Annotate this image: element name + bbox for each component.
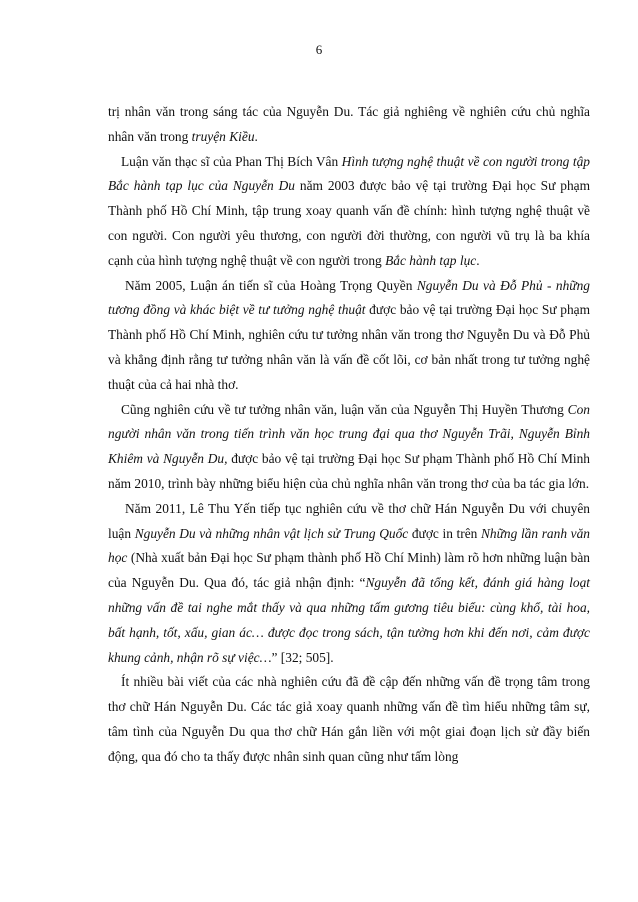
body-text: Năm 2005, Luận án tiến sĩ của Hoàng Trọng Quyền [125,277,417,293]
body-text: Năm 2011, Lê Thu Yến tiếp tục nghiên cứu về thơ chữ Hán Nguyễn Du với chuyên luận [108,500,590,541]
italic-title-text: Hình tượng nghệ thuật về con người trong tập Bắc hành tạp lục của Nguyễn Du [108,153,590,194]
body-text: được bảo vệ tại trường Đại học Sư phạm Thành phố Hồ Chí Minh, nghiên cứu tư tưởng nhân văn trong thơ Nguyễn Du và Đỗ Phủ và khẳng định rằng tư tưởng nhân văn là vấn đề cốt lõi, cơ bản nhất trong tư tưởng nghệ thuật của cả hai nhà thơ. [108,302,590,392]
paragraph [108,398,590,497]
page-number: 6 [315,42,323,57]
paragraph [108,670,590,769]
italic-title-text: truyện Kiều [191,128,255,144]
body-text: . [476,252,480,268]
body-text: Ít nhiều bài viết của các nhà nghiên cứu đã đề cập đến những vấn đề trọng tâm trong thơ chữ Hán Nguyễn Du. Các tác giả xoay quanh những vấn đề tìm hiểu những tâm sự, tâm tình của Nguyễn Du qua thơ chữ Hán gắn liền với một giai đoạn lịch sử đầy biến động, qua đó cho ta thấy được nhân sinh quan cũng như tấm lòng [108,674,590,764]
body-text: năm 2003 được bảo vệ tại trường Đại học Sư phạm Thành phố Hồ Chí Minh, tập trung xoay quanh vấn đề chính: hình tượng nghệ thuật về con người. Con người yêu thương, con người đời thường, con người vũ trụ là ba khía cạnh của hình tượng nghệ thuật về con người trong [108,178,590,268]
italic-title-text: Nguyễn Du và Đỗ Phủ - những tương đồng và khác biệt về tư tưởng nghệ thuật [108,277,590,318]
italic-title-text: Con người nhân văn trong tiến trình văn học trung đại qua thơ Nguyễn Trãi, Nguyễn Bỉnh Khiêm và Nguyễn Du, [108,401,590,467]
italic-title-text: Những lần ranh văn học [108,525,590,566]
body-text: . [254,128,258,144]
body-text: Cũng nghiên cứu về tư tưởng nhân văn, luận văn của Nguyễn Thị Huyền Thương [121,401,568,417]
italic-title-text: Nguyễn đã tổng kết, đánh giá hàng loạt những vấn đề tai nghe mắt thấy và qua những tấm gương tiêu biểu: cùng khổ, tài hoa, bất hạnh, tốt, xấu, gian ác… được đọc trong sách, tận tường hơn khi đến nơi, cảm được khung cảnh, nhận rõ sự việc… [108,575,590,665]
body-text: Luận văn thạc sĩ của Phan Thị Bích Vân [121,153,342,169]
document-body [108,100,590,770]
body-text: trị nhân văn trong sáng tác của Nguyễn Du. Tác giả nghiêng về nghiên cứu chủ nghĩa nhân văn trong [108,104,590,144]
body-text: được bảo vệ tại trường Đại học Sư phạm Thành phố Hồ Chí Minh năm 2010, trình bày những biểu hiện của chủ nghĩa nhân văn trong thơ của ba tác gia lớn. [108,451,590,491]
body-text: ” [32; 505]. [271,649,334,665]
paragraph [108,100,590,150]
paragraph [108,274,590,398]
body-text: (Nhà xuất bản Đại học Sư phạm thành phố Hồ Chí Minh) làm rõ hơn những luận bàn của Nguyễn Du. Qua đó, tác giả nhận định: “ [108,550,590,591]
italic-title-text: Bắc hành tạp lục [385,252,477,268]
paragraph [108,150,590,274]
italic-title-text: Nguyễn Du và những nhân vật lịch sử Trung Quốc [134,525,409,541]
body-text: được in trên [408,525,481,541]
paragraph [108,497,590,671]
